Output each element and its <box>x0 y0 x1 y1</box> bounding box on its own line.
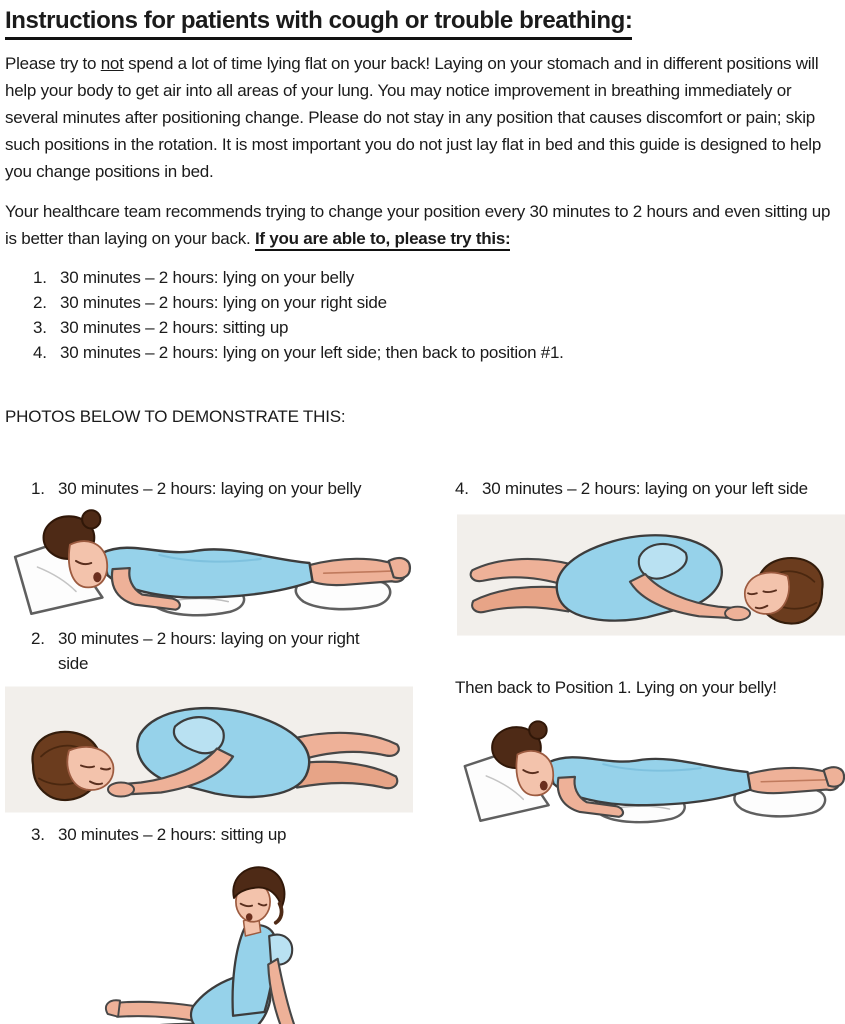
caption-left-side-text: 30 minutes – 2 hours: laying on your left side <box>482 479 808 498</box>
intro-text-before: Please try to <box>5 54 101 73</box>
caption-right-side-number: 2. <box>31 629 45 648</box>
illustration-laying-on-belly-repeat <box>457 717 845 827</box>
recommendation-paragraph <box>5 198 840 252</box>
caption-sitting-number: 3. <box>31 825 45 844</box>
photos-section-heading: PHOTOS BELOW TO DEMONSTRATE THIS: <box>5 407 346 426</box>
schedule-item-2-text: 30 minutes – 2 hours: lying on your right side <box>60 293 387 312</box>
illustration-laying-on-left-side <box>457 513 845 637</box>
intro-text-after: spend a lot of time lying flat on your back! Laying on your stomach and in different positions will help your body to get air into all areas of your lung. You may notice improvement in breathing immediately or several minutes after positioning change. Please do not stay in any position that causes discomfort or pain; skip such positions in the rotation. It is most important you do not just lay flat in bed and this guide is designed to help you change positions in bed. <box>5 54 822 181</box>
caption-sitting-up <box>5 822 453 847</box>
schedule-item-1 <box>33 265 840 290</box>
photo-grid <box>5 476 840 1024</box>
page-title: Instructions for patients with cough or trouble breathing: <box>5 6 840 36</box>
photo-column-left <box>5 476 453 1024</box>
caption-laying-on-left-side <box>455 476 845 501</box>
schedule-item-3 <box>33 315 840 340</box>
schedule-item-1-text: 30 minutes – 2 hours: lying on your belly <box>60 268 355 287</box>
caption-belly-number: 1. <box>31 479 45 498</box>
caption-right-side-text: 30 minutes – 2 hours: laying on your right side <box>58 629 360 673</box>
caption-sitting-text: 30 minutes – 2 hours: sitting up <box>58 825 287 844</box>
schedule-item-4-number: 4. <box>33 343 47 362</box>
schedule-item-4-text: 30 minutes – 2 hours: lying on your left side; then back to position #1. <box>60 343 564 362</box>
schedule-item-2-number: 2. <box>33 293 47 312</box>
caption-laying-on-right-side <box>5 626 453 676</box>
illustration-laying-on-belly <box>7 506 413 620</box>
schedule-list <box>33 265 840 365</box>
schedule-item-3-text: 30 minutes – 2 hours: sitting up <box>60 318 289 337</box>
photo-column-right <box>453 476 845 1024</box>
schedule-item-4 <box>33 340 840 365</box>
recommendation-emphasis: If you are able to, please try this: <box>255 229 511 251</box>
return-to-position-1-note: Then back to Position 1. Lying on your belly! <box>455 678 777 697</box>
recommendation-text: Your healthcare team recommends trying to change your position every 30 minutes to 2 hours and even sitting up is better than laying on your back. <box>5 202 831 248</box>
caption-laying-on-belly <box>5 476 453 501</box>
illustration-sitting-up <box>101 857 443 1024</box>
illustration-laying-on-right-side <box>5 685 413 814</box>
intro-paragraph <box>5 50 840 185</box>
schedule-item-2 <box>33 290 840 315</box>
caption-belly-text: 30 minutes – 2 hours: laying on your belly <box>58 479 362 498</box>
schedule-item-1-number: 1. <box>33 268 47 287</box>
schedule-item-3-number: 3. <box>33 318 47 337</box>
caption-left-side-number: 4. <box>455 479 469 498</box>
intro-underlined-not: not <box>100 54 124 73</box>
